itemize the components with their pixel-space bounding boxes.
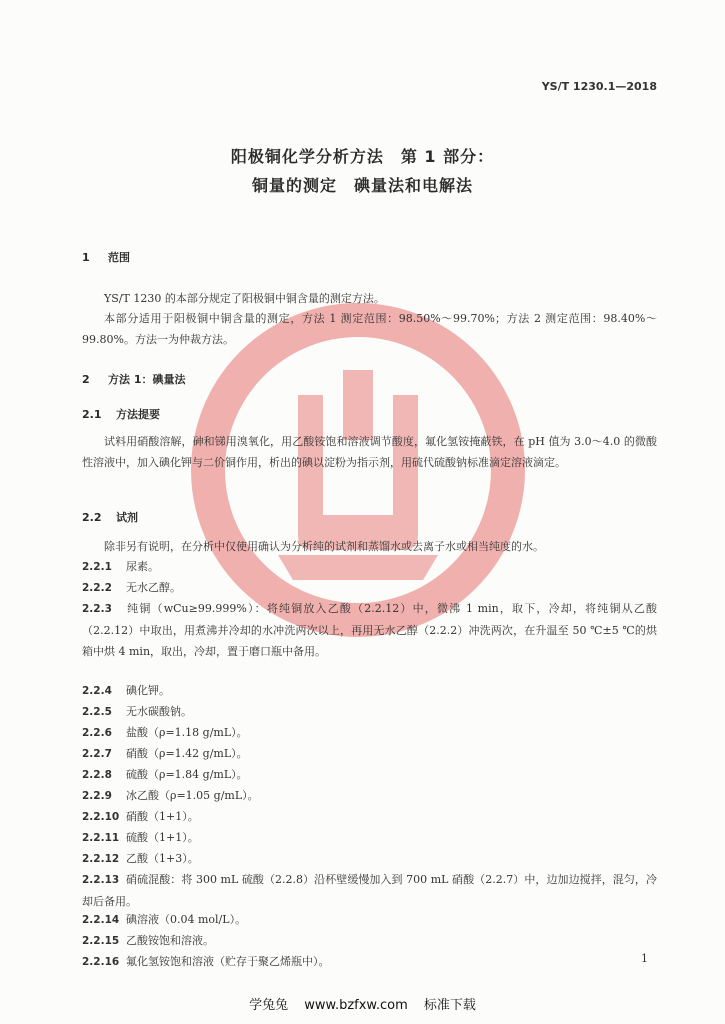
reagent-item: 2.2.16 氟化氢铵饱和溶液（贮存于聚乙烯瓶中）。 (82, 955, 330, 968)
reagent-item: 2.2.5 无水碳酸钠。 (82, 705, 192, 718)
section-1-paragraph-2: 本部分适用于阳极铜中铜含量的测定，方法 1 测定范围：98.50%～99.70%；方法 2 测定范围：98.40%～99.80%。方法一为仲裁方法。 (82, 312, 657, 346)
reagent-item: 2.2.11 硫酸（1+1）。 (82, 831, 199, 844)
section-title: 试剂 (116, 511, 138, 524)
title-line-2: 铜量的测定 碘量法和电解法 (251, 176, 473, 195)
site-footer (0, 994, 725, 1013)
reagent-item: 2.2.8 硫酸（ρ=1.84 g/mL）。 (82, 768, 248, 781)
footer-site-name: 学兔兔 (249, 998, 289, 1013)
reagent-item: 2.2.13 硝硫混酸：将 300 mL 硫酸（2.2.8）沿杯壁缓慢加入到 700 mL 硝酸（2.2.7）中，边加边搅拌，混匀，冷却后备用。 (82, 873, 657, 908)
section-title: 范围 (108, 251, 130, 264)
reagent-item: 2.2.12 乙酸（1+3）。 (82, 852, 199, 865)
section-2-1-heading (82, 406, 160, 422)
section-2-2-heading (82, 509, 138, 525)
reagent-item: 2.2.10 硝酸（1+1）。 (82, 810, 199, 823)
reagent-item: 2.2.14 碘溶液（0.04 mol/L）。 (82, 913, 247, 926)
section-1-heading (82, 249, 130, 265)
page-number: 1 (641, 952, 648, 965)
reagent-item: 2.2.3 纯铜（wCu≥99.999%）：将纯铜放入乙酸（2.2.12）中，微沸 1 min，取下，冷却，将纯铜从乙酸（2.2.12）中取出，用煮沸并冷却的水冲洗两次以上，再用无水乙醇（2.2.2）冲洗两次，在升温至 50 ℃±5 ℃的烘箱中烘 4 min，取出，冷却，置于磨口瓶中备用。 (82, 602, 657, 658)
section-number: 1 (82, 251, 90, 264)
section-number: 2 (82, 373, 90, 386)
section-number: 2.2 (82, 511, 102, 524)
standard-code: YS/T 1230.1—2018 (541, 80, 657, 93)
reagent-item: 2.2.2 无水乙醇。 (82, 581, 181, 594)
reagent-item: 2.2.15 乙酸铵饱和溶液。 (82, 934, 214, 947)
title-line-1: 阳极铜化学分析方法 第 1 部分： (230, 147, 495, 166)
reagent-item: 2.2.9 冰乙酸（ρ=1.05 g/mL）。 (82, 789, 259, 802)
reagent-item: 2.2.4 碘化钾。 (82, 684, 170, 697)
section-title: 方法 1：碘量法 (108, 373, 186, 386)
footer-url-link[interactable]: www.bzfxw.com (304, 998, 408, 1013)
footer-tagline: 标准下载 (423, 998, 476, 1013)
section-number: 2.1 (82, 408, 102, 421)
section-title: 方法提要 (116, 408, 160, 421)
reagent-item: 2.2.6 盐酸（ρ=1.18 g/mL）。 (82, 726, 248, 739)
section-1-paragraph-1: YS/T 1230 的本部分规定了阳极铜中铜含量的测定方法。 (104, 292, 385, 305)
section-2-2-intro: 除非另有说明，在分析中仅使用确认为分析纯的试剂和蒸馏水或去离子水或相当纯度的水。 (104, 540, 544, 553)
section-2-1-paragraph: 试料用硝酸溶解，砷和锑用溴氧化，用乙酸铵饱和溶液调节酸度，氟化氢铵掩蔽铁，在 pH 值为 3.0～4.0 的微酸性溶液中，加入碘化钾与二价铜作用，析出的碘以淀粉为指示剂，用硫代硫酸钠标准滴定溶液滴定。 (82, 435, 657, 469)
section-2-heading (82, 371, 185, 387)
reagent-item: 2.2.7 硝酸（ρ=1.42 g/mL）。 (82, 747, 248, 760)
reagent-item: 2.2.1 尿素。 (82, 560, 159, 573)
